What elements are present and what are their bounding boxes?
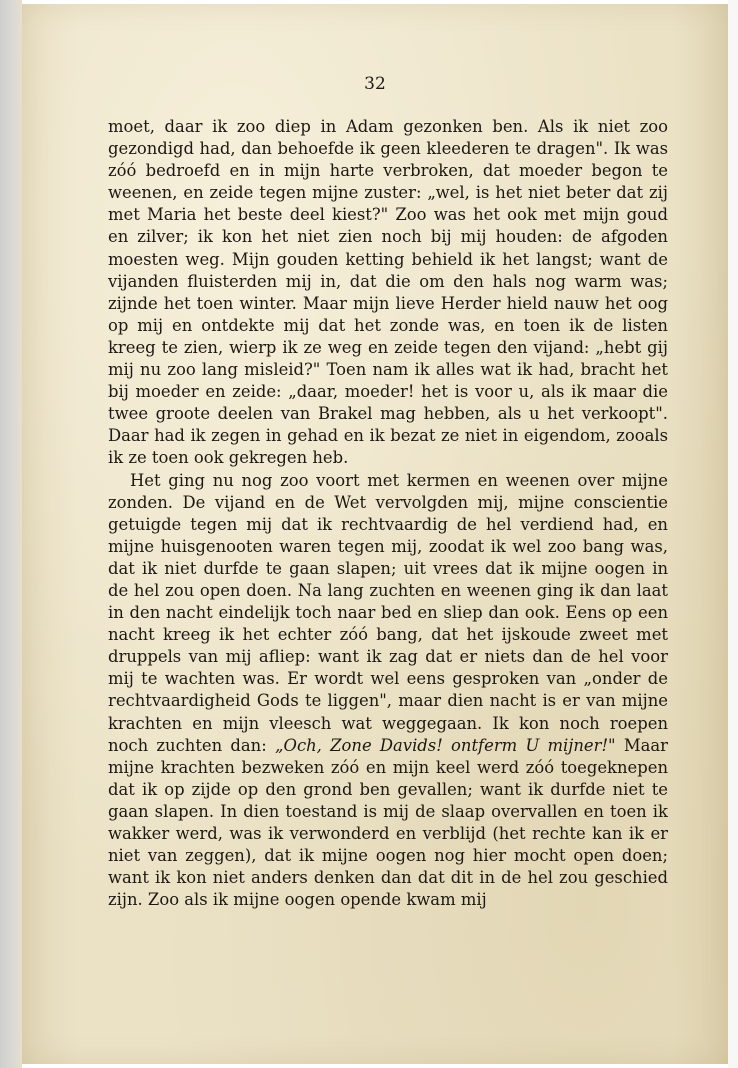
- paragraph-1: [108, 116, 668, 470]
- page-number: 32: [364, 74, 386, 94]
- text-body: [108, 116, 668, 911]
- paragraph-2: [108, 470, 668, 912]
- paragraph-2-text-part-2: Maar mijne krachten bezweken zóó en mijn keel werd zóó toegeknepen dat ik op zijde op den grond ben gevallen; want ik durfde niet te gaan slapen. In dien toestand is mij de slaap overvallen en toen ik wakker werd, was ik verwonderd en verblijd (het rechte kan ik er niet van zeggen), dat ik mijne oogen nog hier mocht open doen; want ik kon niet anders denken dan dat dit in de hel zou geschied zijn. Zoo als ik mijne oogen opende kwam mij: [108, 735, 669, 910]
- scan-edge-right: [728, 0, 738, 1068]
- paragraph-2-italic-exclamation: „Och, Zone Davids! ontferm U mijner!": [275, 735, 616, 755]
- scan-edge-left: [0, 0, 22, 1068]
- paragraph-1-text: moet, daar ik zoo diep in Adam gezonken ben. Als ik niet zoo gezondigd had, dan behoefde ik geen kleederen te dragen". Ik was zóó bedroefd en in mijn harte verbroken, dat moeder begon te weenen, en zeide tegen mijne zuster: „wel, is het niet beter dat zij met Maria het beste deel kiest?" Zoo was het ook met mijn goud en zilver; ik kon het niet zien noch bij mij houden: de afgoden moesten weg. Mijn gouden ketting behield ik het langst; want de vijanden fluisterden mij in, dat die om den hals nog warm was; zijnde het toen winter. Maar mijn lieve Herder hield nauw het oog op mij en ontdekte mij dat het zonde was, en toen ik de listen kreeg te zien, wierp ik ze weg en zeide tegen den vijand: „hebt gij mij nu zoo lang misleid?" Toen nam ik alles wat ik had, bracht het bij moeder en zeide: „daar, moeder! het is voor u, als ik maar die twee groote deelen van Brakel mag hebben, als u het verkoopt". Daar had ik zegen in gehad en ik bezat ze niet in eigendom, zooals ik ze toen ook gekregen heb.: [108, 117, 668, 468]
- paragraph-2-text-part-1: Het ging nu nog zoo voort met kermen en weenen over mijne zonden. De vijand en de Wet vervolgden mij, mijne conscientie getuigde tegen mij dat ik rechtvaardig de hel verdiend had, en mijne huisgenooten waren tegen mij, zoodat ik wel zoo bang was, dat ik niet durfde te gaan slapen; uit vrees dat ik mijne oogen in de hel zou open doen. Na lang zuchten en weenen ging ik dan laat in den nacht eindelijk toch naar bed en sliep dan ook. Eens op een nacht kreeg ik het echter zóó bang, dat het ijskoude zweet met druppels van mij afliep: want ik zag dat er niets dan de hel voor mij te wachten was. Er wordt wel eens gesproken van „onder de rechtvaardigheid Gods te liggen", maar dien nacht is er van mijne krachten en mijn vleesch wat weggegaan. Ik kon noch roepen noch zuchten dan:: [108, 470, 668, 755]
- book-page: [22, 4, 728, 1064]
